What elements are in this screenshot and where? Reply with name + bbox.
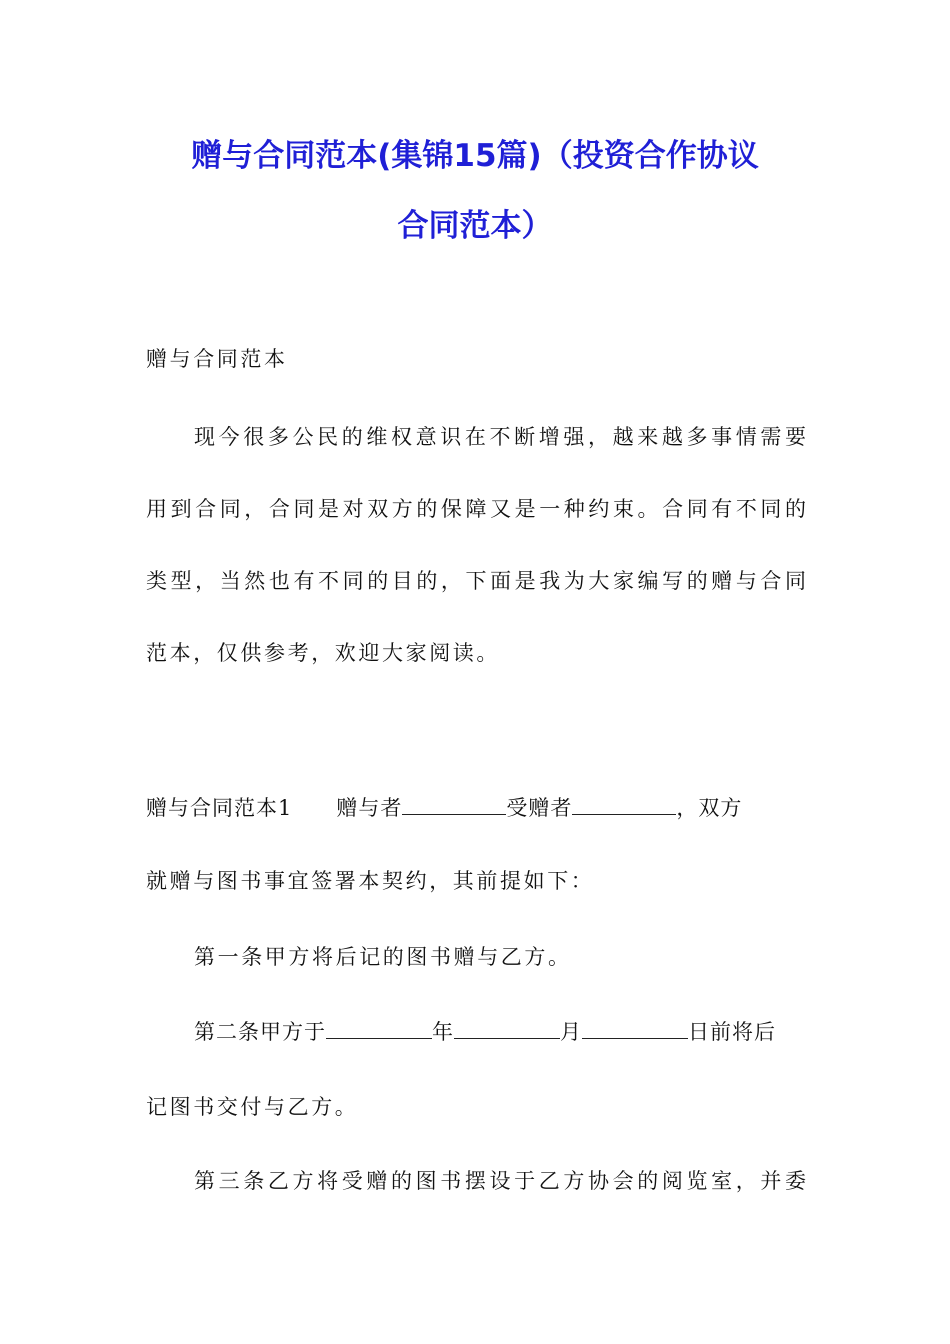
day-blank	[582, 1016, 688, 1039]
article-3-line-1: 第三条乙方将受赠的图书摆设于乙方协会的阅览室，并委	[194, 1169, 806, 1193]
intro-line-1: 现今很多公民的维权意识在不断增强，越来越多事情需要	[194, 425, 806, 449]
year-label: 年	[432, 1020, 454, 1044]
sample-1-line-2: 就赠与图书事宜签署本契约，其前提如下：	[146, 869, 595, 893]
document-title-line-1: 赠与合同范本(集锦15篇)（投资合作协议	[191, 138, 759, 174]
section-heading: 赠与合同范本	[146, 347, 288, 371]
sample-1-heading: 赠与合同范本1	[146, 796, 293, 820]
document-title-line-2: 合同范本）	[397, 208, 553, 244]
article-2-line-1	[194, 1016, 806, 1047]
article-1: 第一条甲方将后记的图书赠与乙方。	[194, 945, 572, 969]
intro-line-3: 类型，当然也有不同的目的，下面是我为大家编写的赠与合同	[146, 569, 806, 593]
month-label: 月	[560, 1020, 582, 1044]
parties-tail: ，双方	[676, 796, 743, 820]
month-blank	[454, 1016, 560, 1039]
intro-line-4: 范本，仅供参考，欢迎大家阅读。	[146, 641, 500, 665]
year-blank	[326, 1016, 432, 1039]
donor-blank	[402, 792, 506, 815]
donee-label: 受赠者	[506, 796, 573, 820]
sample-1-parties-line	[146, 792, 806, 823]
donee-blank	[572, 792, 676, 815]
intro-line-2: 用到合同，合同是对双方的保障又是一种约束。合同有不同的	[146, 497, 806, 521]
donor-label: 赠与者	[336, 796, 403, 820]
article-2-prefix: 第二条甲方于	[194, 1020, 326, 1044]
article-2-line-2: 记图书交付与乙方。	[146, 1095, 359, 1119]
day-tail: 日前将后	[688, 1020, 776, 1044]
